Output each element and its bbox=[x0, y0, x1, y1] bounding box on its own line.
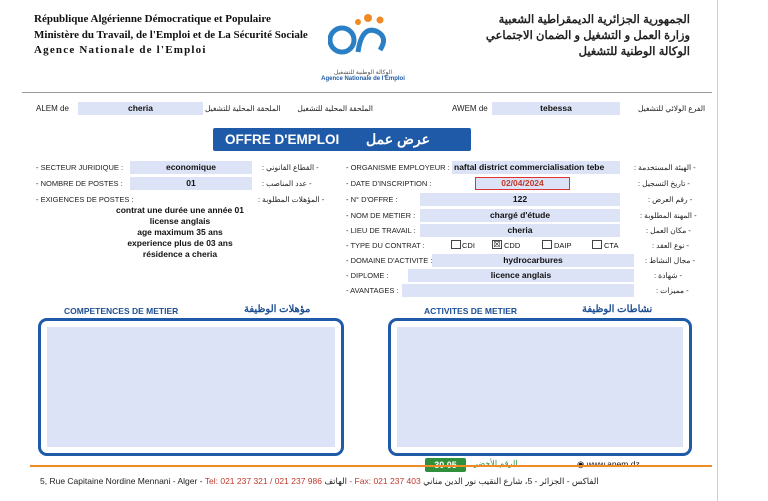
avantages-arabic-label: - مميزات : bbox=[656, 286, 689, 295]
header-ar-line3: الوكالة الوطنية للتشغيل bbox=[578, 46, 690, 58]
header-fr-line3: Agence Nationale de l'Emploi bbox=[34, 44, 207, 56]
anem-logo bbox=[316, 10, 410, 86]
address-ar: الفاكس - الجزائر - 5، شارع النقيب نور الدين مناني bbox=[423, 476, 599, 486]
contrat-cdd-label: CDD bbox=[504, 241, 521, 250]
alem-arabic-label: الملحقة المحلية للتشغيل bbox=[205, 104, 281, 113]
exigence-line: contrat une durée une année 01 bbox=[115, 205, 244, 215]
exigence-line: experience plus de 03 ans bbox=[127, 238, 233, 248]
exigence-line: license anglais bbox=[149, 216, 211, 226]
competences-content bbox=[47, 327, 335, 447]
fax-number: - Fax: 021 237 403 bbox=[349, 476, 421, 486]
footer-divider bbox=[30, 465, 712, 467]
organisme-label: - ORGANISME EMPLOYEUR : bbox=[346, 163, 450, 172]
awem-label: AWEM de bbox=[452, 104, 488, 113]
phone-ar: الهاتف bbox=[324, 476, 347, 486]
competences-box[interactable] bbox=[38, 318, 344, 456]
exigences-label: - EXIGENCES DE POSTES : bbox=[36, 195, 134, 204]
alem-arabic-label-2: الملحقة المحلية للتشغيل bbox=[297, 104, 373, 113]
noffre-arabic-label: - رقم العرض : bbox=[648, 195, 693, 204]
avantages-value bbox=[402, 284, 634, 297]
noffre-label: - N° D'OFFRE : bbox=[346, 195, 398, 204]
address-fr: 5, Rue Capitaine Nordine Mennani - Alger - bbox=[40, 476, 203, 486]
phone-numbers: Tel: 021 237 321 / 021 237 986 bbox=[204, 476, 322, 486]
contrat-daip-checkbox[interactable] bbox=[542, 240, 552, 249]
organisme-value: naftal district commercialisation tebe bbox=[452, 161, 620, 174]
lieu-arabic-label: - مكان العمل : bbox=[646, 226, 691, 235]
header-fr-line2: Ministère du Travail, de l'Emploi et de La Sécurité Sociale bbox=[34, 28, 308, 41]
contrat-label: - TYPE DU CONTRAT : bbox=[346, 241, 425, 250]
exigence-line: age maximum 35 ans bbox=[137, 227, 223, 237]
green-number-label: الرقم الأخضر bbox=[474, 459, 518, 468]
alem-value: cheria bbox=[78, 102, 203, 115]
metier-value: chargé d'étude bbox=[420, 209, 620, 222]
competences-title-ar: مؤهلات الوظيفة bbox=[244, 304, 311, 315]
header-ar-line1: الجمهورية الجزائرية الديمقراطية الشعبية bbox=[498, 14, 690, 26]
lieu-value: cheria bbox=[420, 224, 620, 237]
header-french bbox=[34, 12, 308, 59]
contrat-cdd-checkbox[interactable]: ☒ bbox=[493, 240, 501, 249]
awem-value: tebessa bbox=[492, 102, 620, 115]
postes-arabic-label: - عدد المناصب : bbox=[262, 179, 312, 188]
header-divider bbox=[22, 92, 712, 93]
domaine-value: hydrocarbures bbox=[432, 254, 634, 267]
logo-french-name: Agence Nationale de l'Emploi bbox=[321, 76, 405, 82]
offer-title-french: OFFRE D'EMPLOI bbox=[225, 132, 340, 147]
domaine-arabic-label: - مجال النشاط : bbox=[645, 256, 695, 265]
exigences-arabic-label: - المؤهلات المطلوبة : bbox=[258, 195, 325, 204]
header-fr-line1: République Algérienne Démocratique et Populaire bbox=[34, 13, 271, 25]
secteur-arabic-label: - القطاع القانوني : bbox=[262, 163, 319, 172]
footer-address bbox=[40, 476, 599, 487]
secteur-value: economique bbox=[130, 161, 252, 174]
activites-content bbox=[397, 327, 683, 447]
lieu-label: - LIEU DE TRAVAIL : bbox=[346, 226, 416, 235]
secteur-label: - SECTEUR JURIDIQUE : bbox=[36, 163, 124, 172]
metier-label: - NOM DE METIER : bbox=[346, 211, 416, 220]
header-arabic bbox=[486, 12, 690, 60]
website-url: www.anem.dz bbox=[586, 459, 640, 469]
metier-arabic-label: - المهنة المطلوبة : bbox=[640, 211, 697, 220]
organisme-arabic-label: - الهيئة المستخدمة : bbox=[634, 163, 696, 172]
contrat-cta-label: CTA bbox=[604, 241, 619, 250]
contrat-daip-label: DAIP bbox=[554, 241, 572, 250]
green-number-badge: 30 05 bbox=[425, 458, 466, 472]
exigence-line: résidence a cheria bbox=[142, 249, 218, 259]
activites-title-fr: ACTIVITES DE METIER bbox=[424, 306, 518, 316]
alem-label: ALEM de bbox=[36, 104, 69, 113]
contrat-cdi-label: CDI bbox=[462, 241, 475, 250]
date-arabic-label: - تاريخ التسجيل : bbox=[638, 179, 690, 188]
contrat-cta-checkbox[interactable] bbox=[592, 240, 602, 249]
contrat-cdi-checkbox[interactable] bbox=[451, 240, 461, 249]
postes-value: 01 bbox=[130, 177, 252, 190]
globe-icon: ◉ bbox=[577, 459, 585, 469]
competences-title-fr: COMPETENCES DE METIER bbox=[64, 306, 179, 316]
anem-logo-icon bbox=[328, 10, 398, 66]
diplome-value: licence anglais bbox=[408, 269, 634, 282]
domaine-label: - DOMAINE D'ACTIVITE : bbox=[346, 256, 433, 265]
date-label: - DATE D'INSCRIPTION : bbox=[346, 179, 432, 188]
postes-label: - NOMBRE DE POSTES : bbox=[36, 179, 123, 188]
noffre-value: 122 bbox=[420, 193, 620, 206]
offer-title-arabic: عرض عمل bbox=[366, 131, 430, 147]
exigences-text bbox=[100, 205, 260, 260]
activites-box[interactable] bbox=[388, 318, 692, 456]
contrat-arabic-label: - نوع العقد : bbox=[652, 241, 689, 250]
avantages-label: - AVANTAGES : bbox=[346, 286, 399, 295]
page-edge bbox=[717, 0, 768, 501]
date-value: 02/04/2024 bbox=[475, 177, 570, 190]
awem-arabic-label: الفرع الولائي للتشغيل bbox=[638, 104, 706, 113]
activites-title-ar: نشاطات الوظيفة bbox=[582, 304, 653, 315]
diplome-arabic-label: - شهادة : bbox=[654, 271, 683, 280]
diplome-label: - DIPLOME : bbox=[346, 271, 389, 280]
header-ar-line2: وزارة العمل و التشغيل و الضمان الاجتماعي bbox=[485, 30, 690, 42]
logo-arabic-name: الوكالة الوطنية للتشغيل bbox=[333, 70, 393, 76]
